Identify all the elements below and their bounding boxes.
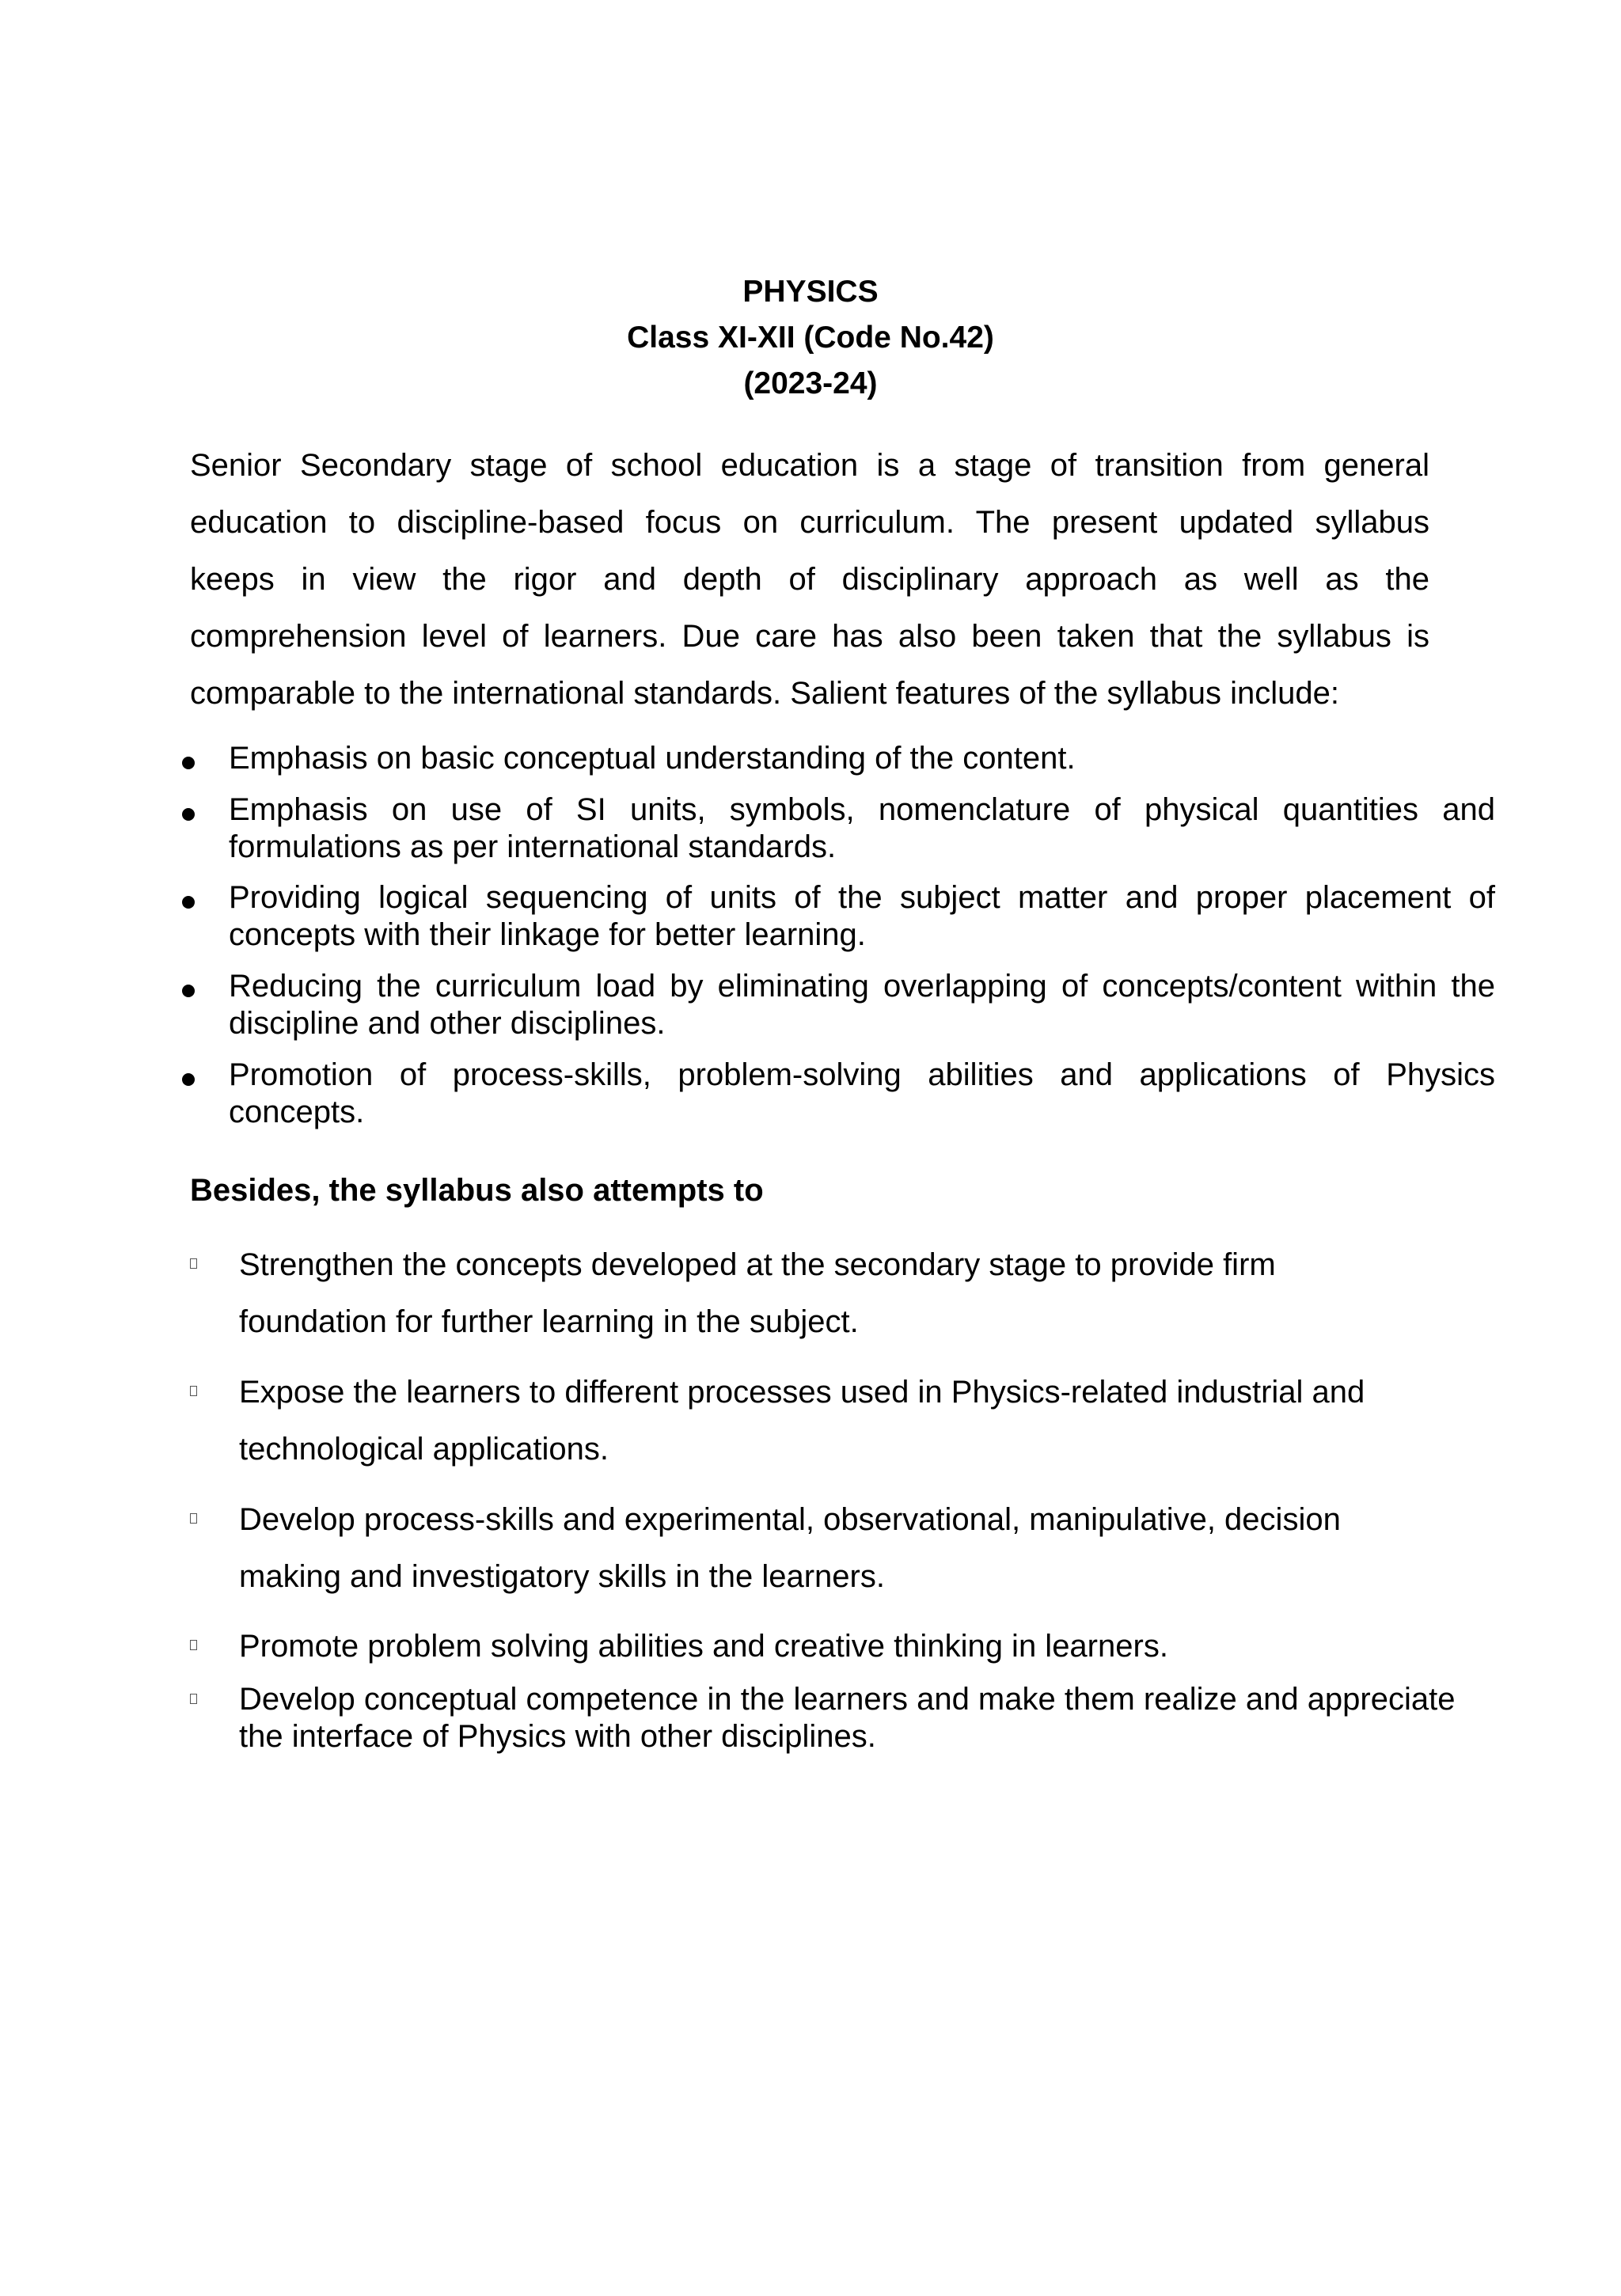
intro-line: comparable to the international standards. Salient features of the syllabus include: <box>190 676 1339 711</box>
missing-glyph-bullet-icon <box>190 1386 197 1396</box>
feature-text: Providing logical sequencing of units of the subject matter and proper placement of concepts with their linkage for better learning. <box>229 880 1495 952</box>
missing-glyph-bullet-icon <box>190 1258 197 1269</box>
feature-text: Emphasis on basic conceptual understanding of the content. <box>229 741 1076 776</box>
aim-text: Develop conceptual competence in the learners and make them realize and appreciate the interface of Physics with other disciplines. <box>239 1682 1456 1754</box>
missing-glyph-bullet-icon <box>190 1640 197 1650</box>
aim-text: Expose the learners to different processes used in Physics-related industrial and technological applications. <box>239 1375 1365 1467</box>
missing-glyph-bullet-icon <box>190 1694 197 1704</box>
bullet-icon <box>182 757 195 769</box>
feature-text: Emphasis on use of SI units, symbols, nomenclature of physical quantities and formulations as per international standards. <box>229 792 1495 864</box>
aim-text: Strengthen the concepts developed at the secondary stage to provide firm foundation for further learning in the subject. <box>239 1247 1276 1339</box>
missing-glyph-bullet-icon <box>190 1513 197 1524</box>
class-code-title: Class XI-XII (Code No.42) <box>627 321 994 355</box>
bullet-icon <box>182 808 195 821</box>
intro-line: keeps in view the rigor and depth of disciplinary approach as well as the <box>190 562 1429 597</box>
intro-line: comprehension level of learners. Due care has also been taken that the syllabus is <box>190 619 1429 654</box>
feature-text: Reducing the curriculum load by eliminating overlapping of concepts/content within the discipline and other disciplines. <box>229 969 1495 1041</box>
subject-title: PHYSICS <box>742 275 879 309</box>
bullet-icon <box>182 896 195 909</box>
bullet-icon <box>182 1073 195 1086</box>
intro-line: education to discipline-based focus on curriculum. The present updated syllabus <box>190 505 1429 540</box>
feature-text: Promotion of process-skills, problem-solving abilities and applications of Physics concepts. <box>229 1057 1495 1129</box>
besides-heading: Besides, the syllabus also attempts to <box>190 1173 764 1208</box>
intro-paragraph <box>190 437 1429 722</box>
bullet-icon <box>182 985 195 997</box>
session-year-title: (2023-24) <box>743 366 878 400</box>
intro-line: Senior Secondary stage of school education is a stage of transition from general <box>190 448 1429 483</box>
aim-text: Promote problem solving abilities and creative thinking in learners. <box>239 1629 1168 1664</box>
aim-text: Develop process-skills and experimental, observational, manipulative, decision making and investigatory skills in the learners. <box>239 1502 1341 1594</box>
